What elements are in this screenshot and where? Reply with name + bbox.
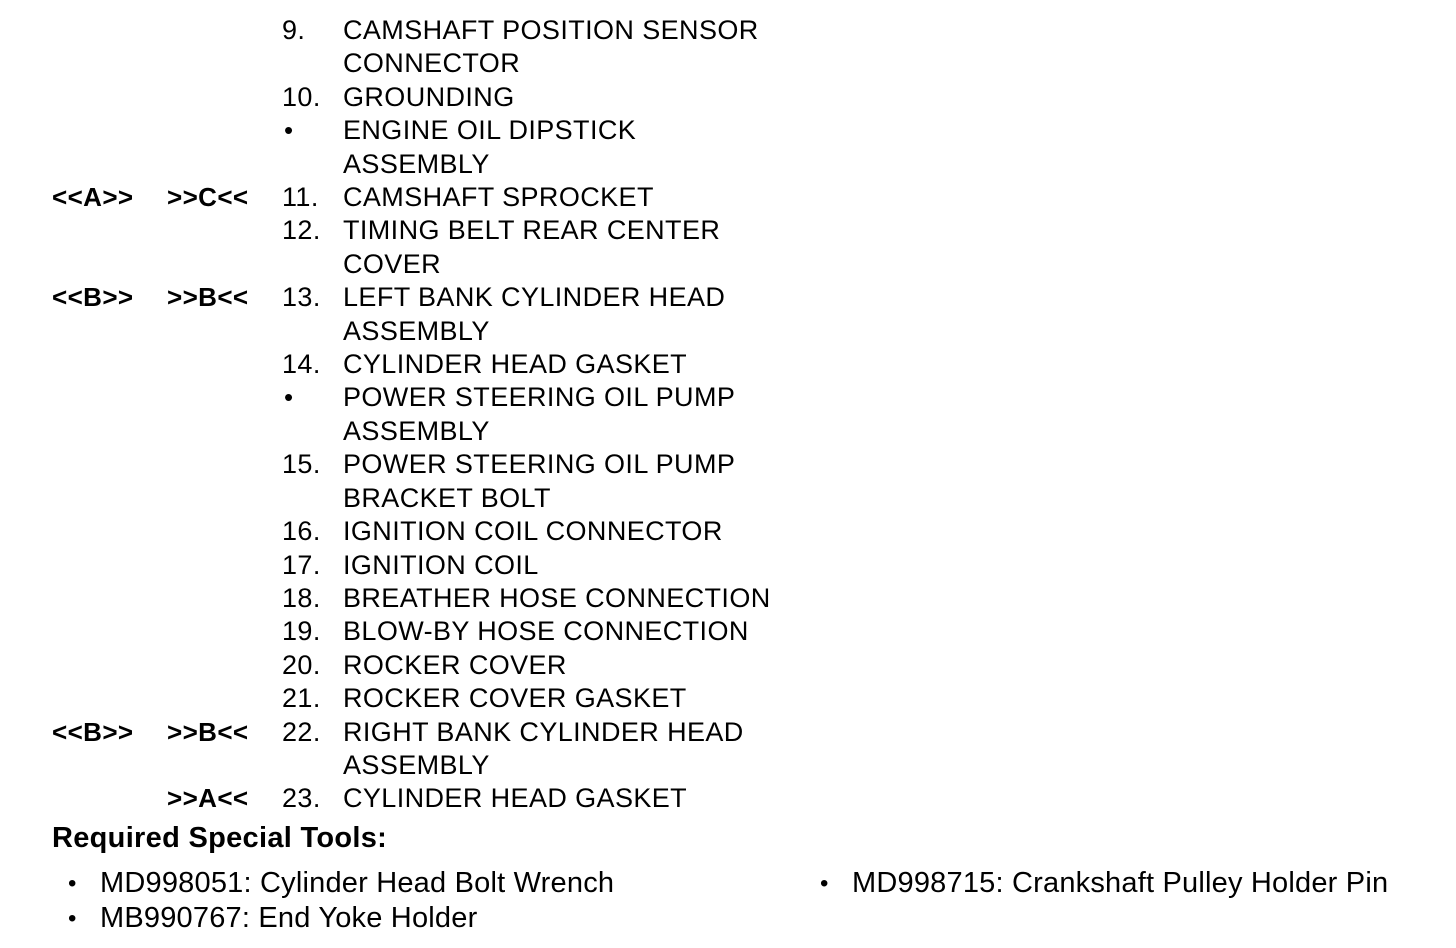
- step-number: 17.: [282, 549, 321, 580]
- step-row: [0, 716, 1456, 783]
- step-text: ENGINE OIL DIPSTICK ASSEMBLY: [343, 115, 637, 179]
- step-row: [0, 649, 1456, 682]
- step-text: BREATHER HOSE CONNECTION: [343, 582, 771, 613]
- step-row: [0, 181, 1456, 214]
- step-number: 16.: [282, 516, 321, 547]
- step-row: [0, 281, 1456, 348]
- step-row: [0, 448, 1456, 515]
- step-text: CYLINDER HEAD GASKET: [343, 783, 688, 814]
- step-text: TIMING BELT REAR CENTER COVER: [343, 215, 721, 279]
- step-text: RIGHT BANK CYLINDER HEAD ASSEMBLY: [343, 716, 744, 780]
- step-row: [0, 381, 1456, 448]
- tools-list-right: [820, 866, 1388, 901]
- step-row: [0, 582, 1456, 615]
- installation-note-marker: >>B<<: [167, 716, 249, 747]
- step-text: ROCKER COVER GASKET: [343, 683, 687, 714]
- step-text: LEFT BANK CYLINDER HEAD ASSEMBLY: [343, 282, 726, 346]
- step-row: [0, 114, 1456, 181]
- tool-item: [68, 866, 614, 901]
- step-row: [0, 14, 1456, 81]
- tools-list-left: [68, 866, 614, 936]
- tool-label: MD998715: Crankshaft Pulley Holder Pin: [852, 867, 1389, 899]
- bullet-icon: •: [68, 905, 77, 932]
- step-row: [0, 782, 1456, 815]
- step-row: [0, 348, 1456, 381]
- tool-label: MB990767: End Yoke Holder: [100, 902, 478, 934]
- step-row: [0, 615, 1456, 648]
- step-number: 23.: [282, 783, 321, 814]
- step-text: IGNITION COIL CONNECTOR: [343, 516, 723, 547]
- bullet-icon: •: [820, 870, 829, 897]
- step-text: IGNITION COIL: [343, 549, 539, 580]
- step-number: 9.: [282, 15, 306, 45]
- step-number: 13.: [282, 282, 321, 313]
- step-number: 19.: [282, 616, 321, 647]
- step-text: CAMSHAFT SPROCKET: [343, 182, 654, 213]
- step-text: ROCKER COVER: [343, 649, 567, 680]
- step-number: 18.: [282, 582, 321, 613]
- step-number: 10.: [282, 81, 321, 112]
- step-row: [0, 81, 1456, 114]
- removal-note-marker: <<B>>: [52, 282, 134, 313]
- step-text: CAMSHAFT POSITION SENSOR CONNECTOR: [343, 15, 759, 79]
- installation-note-marker: >>B<<: [167, 282, 249, 313]
- tool-label: MD998051: Cylinder Head Bolt Wrench: [100, 867, 615, 899]
- step-text: CYLINDER HEAD GASKET: [343, 349, 688, 380]
- step-text: BLOW-BY HOSE CONNECTION: [343, 616, 749, 647]
- step-text: POWER STEERING OIL PUMP ASSEMBLY: [343, 382, 736, 446]
- step-text: GROUNDING: [343, 81, 515, 112]
- tool-item: [820, 866, 1388, 901]
- step-number: 22.: [282, 716, 321, 747]
- step-row: [0, 515, 1456, 548]
- step-bullet: •: [284, 115, 294, 146]
- step-row: [0, 682, 1456, 715]
- step-list: [0, 14, 1456, 816]
- tools-heading: Required Special Tools:: [52, 822, 388, 854]
- step-number: 12.: [282, 215, 321, 246]
- removal-note-marker: <<B>>: [52, 716, 134, 747]
- step-number: 11.: [282, 182, 319, 213]
- step-number: 20.: [282, 649, 321, 680]
- step-number: 21.: [282, 683, 321, 714]
- step-text: POWER STEERING OIL PUMP BRACKET BOLT: [343, 449, 736, 513]
- installation-note-marker: >>A<<: [167, 783, 249, 814]
- removal-note-marker: <<A>>: [52, 182, 134, 213]
- step-bullet: •: [284, 382, 294, 413]
- step-number: 14.: [282, 349, 321, 380]
- step-row: [0, 214, 1456, 281]
- step-number: 15.: [282, 449, 321, 480]
- bullet-icon: •: [68, 870, 77, 897]
- tool-item: [68, 901, 614, 936]
- installation-note-marker: >>C<<: [167, 182, 249, 213]
- step-row: [0, 549, 1456, 582]
